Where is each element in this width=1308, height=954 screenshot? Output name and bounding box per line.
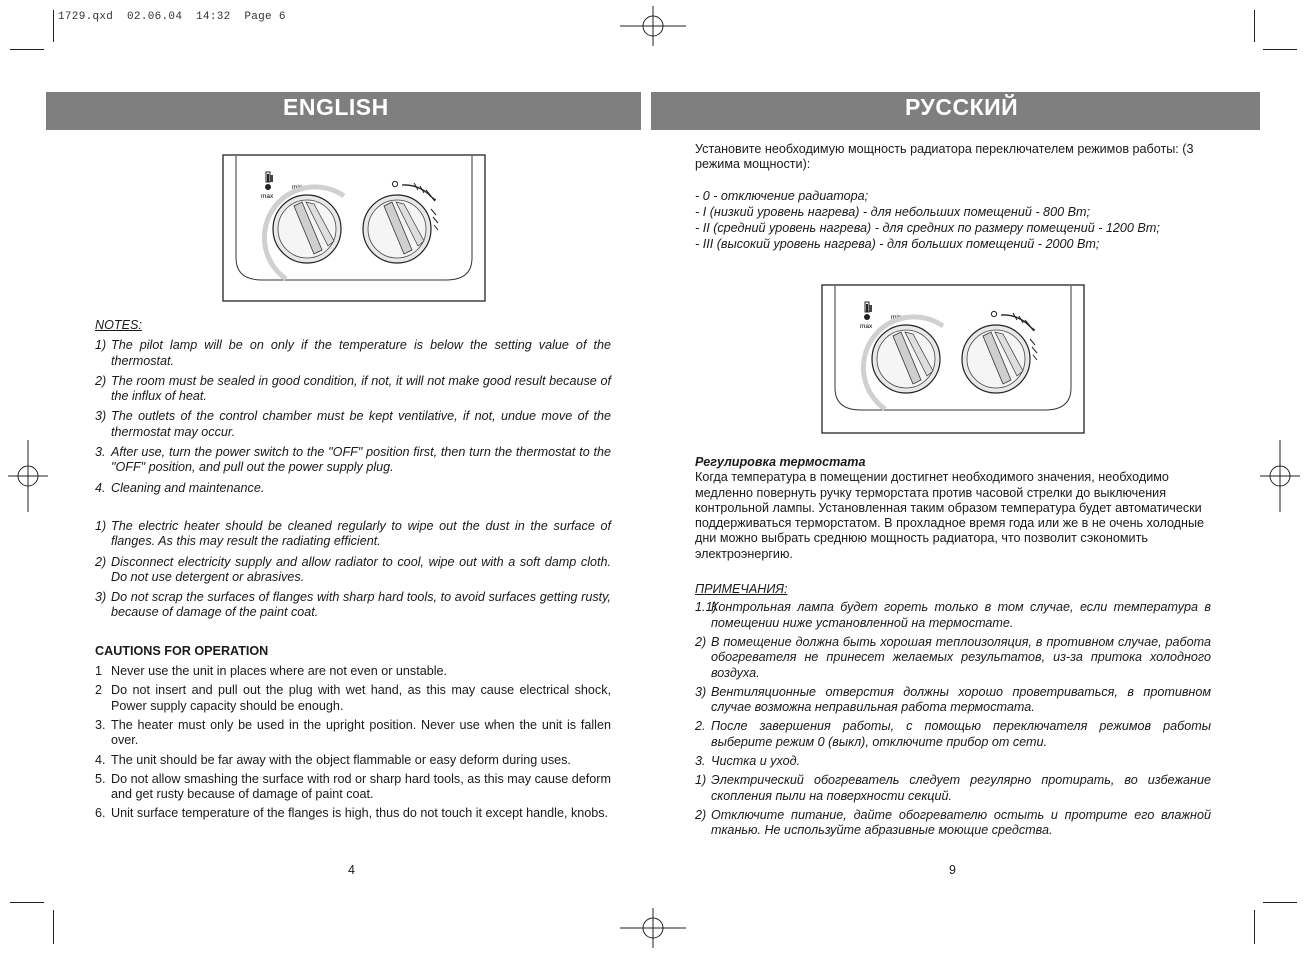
russian-header-banner — [651, 92, 1260, 130]
russian-header-title: РУССКИЙ — [905, 94, 1019, 120]
english-cautions-title: CAUTIONS FOR OPERATION — [95, 643, 269, 658]
english-control-panel-figure — [222, 154, 486, 302]
english-cautions-list — [95, 664, 611, 822]
english-notes-list — [95, 338, 611, 496]
english-column — [95, 318, 611, 826]
file-slug: 1729.qxd 02.06.04 14:32 Page 6 — [58, 11, 286, 23]
english-page-number: 4 — [348, 863, 355, 877]
english-caution-item: 4. The unit should be far away with the object flammable or easy deform during uses. — [95, 752, 571, 767]
russian-note-item: 3) Вентиляционные отверстия должны хорошо проветриваться, в противном случае возможна неправильная работа термостата. — [695, 684, 1211, 715]
russian-mode-item: - I (низкий уровень нагрева) - для небольших помещений - 800 Вт; — [695, 204, 1090, 219]
russian-note-item: 2. После завершения работы, с помощью переключателя режимов работы выберите режим 0 (выкл), отключите прибор от сети. — [695, 719, 1211, 749]
english-cleaning-item: 1) The electric heater should be cleaned regularly to wipe out the dust in the surface of flanges. As this may result the radiating efficient. — [95, 518, 611, 549]
russian-note-item: 3. Чистка и уход. — [695, 754, 801, 769]
russian-label-max: max — [860, 323, 873, 330]
english-note-item: 3) The outlets of the control chamber must be kept ventilative, if not, undue move of the thermostat may occur. — [95, 409, 611, 439]
english-label-min: min — [292, 184, 303, 191]
registration-mark-left — [8, 440, 48, 512]
english-note-item: 1) The pilot lamp will be on only if the temperature is below the setting value of the thermostat. — [95, 338, 611, 368]
english-notes-title: NOTES: — [95, 318, 142, 332]
english-label-max: max — [261, 193, 274, 200]
english-caution-item: 2 Do not insert and pull out the plug with wet hand, as this may cause electrical shock, Power supply capacity should be enough. — [95, 683, 611, 713]
english-caution-item: 1 Never use the unit in places where are not even or unstable. — [95, 664, 448, 679]
english-cleaning-list — [95, 519, 611, 621]
russian-thermostat-title: Регулировка термостата — [695, 455, 866, 469]
russian-mode-item: - 0 - отключение радиатора; — [695, 188, 869, 203]
russian-note-item: 1.1) Контрольная лампа будет гореть только в том случае, если температура в помещении ниже установленной на термостате. — [695, 600, 1211, 630]
russian-page-number: 9 — [949, 863, 956, 877]
english-note-item: 2) The room must be sealed in good condition, if not, it will not make good result because of the influx of heat. — [95, 373, 611, 404]
english-note-item: 4. Cleaning and maintenance. — [95, 480, 265, 495]
russian-lower-block — [695, 455, 1211, 843]
russian-note-item: 2) Отключите питание, дайте обогревателю остыть и протрите его влажной тканью. Не используйте абразивные моющие средства. — [695, 807, 1211, 838]
russian-notes-list — [695, 600, 1211, 838]
english-cleaning-item: 2) Disconnect electricity supply and allow radiator to cool, wipe out with a soft damp cloth. Do not use detergent or abrasives. — [95, 554, 611, 584]
russian-mode-item: - II (средний уровень нагрева) - для средних по размеру помещений - 1200 Вт; — [695, 220, 1160, 235]
russian-intro: Установите необходимую мощность радиатора переключателем режимов работы: (3 режима мощности): — [695, 142, 1194, 172]
russian-mode-item: - III (высокий уровень нагрева) - для больших помещений - 2000 Вт; — [695, 236, 1100, 251]
russian-notes-title: ПРИМЕЧАНИЯ: — [695, 582, 788, 597]
russian-modes-list — [695, 188, 1215, 252]
english-note-item: 3. After use, turn the power switch to the "OFF" position first, then turn the thermostat to the "OFF" position, and pull out the power supply plug. — [95, 445, 611, 475]
registration-mark-bottom — [620, 908, 686, 948]
russian-label-min: min — [891, 314, 902, 321]
russian-intro-block — [695, 142, 1215, 252]
russian-note-item: 2) В помещение должна быть хорошая теплоизоляция, в противном случае, работа обогревателя не принесет желаемых результатов, из-за притока холодного воздуха. — [695, 634, 1211, 680]
english-caution-item: 6. Unit surface temperature of the flanges is high, thus do not touch it except handle, knobs. — [95, 806, 609, 821]
english-header-title: ENGLISH — [283, 94, 389, 120]
english-cleaning-item: 3) Do not scrap the surfaces of flanges with sharp hard tools, to avoid surfaces getting rusty, because of damage of the paint coat. — [95, 590, 611, 620]
registration-mark-right — [1260, 440, 1300, 512]
english-caution-item: 5. Do not allow smashing the surface with rod or sharp hard tools, as this may cause deform and get rusty because of damage of paint coat. — [95, 771, 611, 802]
registration-mark-top — [620, 6, 686, 46]
russian-thermostat-text: Когда температура в помещении достигнет необходимого значения, необходимо медленно повернуть ручку терморстата против часовой стрелки до выключения контрольной лампы. Установленная таким образом температура будет автоматически поддерживаться терморстатом. В прохладное время года или же в не очень холодные дни можно выбрать среднюю мощность радиатора, что позволит сэкономить электроэнергию. — [695, 470, 1205, 561]
english-header-banner — [46, 92, 641, 130]
russian-note-item: 1) Электрический обогреватель следует регулярно протирать, во избежание скопления пыли на поверхности секций. — [695, 773, 1211, 803]
english-caution-item: 3. The heater must only be used in the upright position. Never use when the unit is fallen over. — [95, 717, 611, 748]
russian-control-panel-figure — [821, 284, 1085, 434]
